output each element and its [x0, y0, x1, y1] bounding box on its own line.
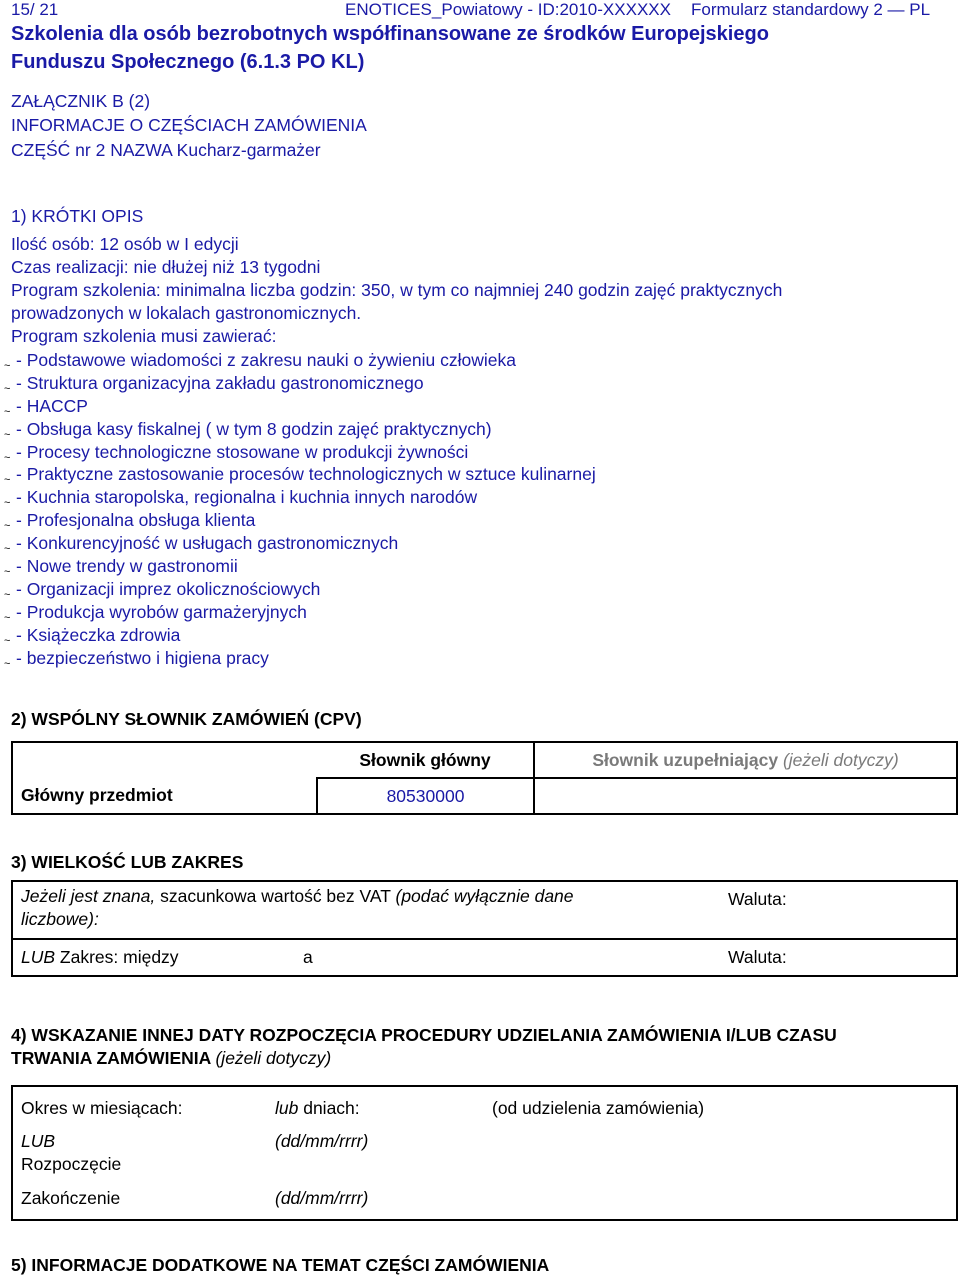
program-item-text: - Podstawowe wiadomości z zakresu nauki o żywieniu człowieka [16, 350, 516, 370]
program-item [4, 372, 946, 395]
section4-heading [11, 1024, 951, 1070]
duration-days-label: dniach: [298, 1098, 360, 1118]
annex-subtitle: INFORMACJE O CZĘŚCIACH ZAMÓWIENIA [11, 115, 367, 135]
form-type: Formularz standardowy 2 — PL [691, 0, 931, 19]
program-item [4, 463, 946, 487]
tick-mark: ~ [4, 474, 11, 487]
duration-start [21, 1130, 121, 1176]
program-item-text: - Nowe trendy w gastronomii [16, 556, 238, 577]
duration-start-format-text: (dd/mm/rrrr) [275, 1131, 369, 1151]
program-item-text: - Produkcja wyrobów garmażeryjnych [16, 601, 307, 622]
program-item-text: - Struktura organizacyjna zakładu gastronomicznego [16, 372, 424, 393]
program-item [4, 441, 946, 464]
program-item-text: - Profesjonalna obsługa klienta [16, 510, 256, 531]
cpv-main-header-text: Słownik główny [359, 749, 491, 770]
name-value: Kucharz-garmażer [176, 140, 321, 160]
section1-description [11, 233, 951, 348]
scope-numeric-note: (podać wyłącznie dane liczbowe): [21, 886, 574, 929]
tick-mark: ~ [4, 543, 11, 556]
desc-line-1: Ilość osób: 12 osób w I edycji [11, 234, 239, 254]
program-item [4, 532, 946, 556]
program-item-text: - HACCP [16, 395, 88, 416]
program-item-text: - Kuchnia staropolska, regionalna i kuchnia innych narodów [16, 487, 478, 508]
cpv-main-code: 80530000 [386, 785, 465, 806]
scope-known-label: Jeżeli jest znana, [21, 886, 156, 906]
cpv-main-code-cell [317, 778, 534, 814]
section4-heading-line-2-text: TRWANIA ZAMÓWIENIA [11, 1048, 211, 1068]
tick-mark: ~ [4, 382, 11, 395]
program-item [4, 509, 946, 533]
program-item-text: - bezpieczeństwo i higiena pracy [16, 647, 269, 668]
program-item [4, 418, 946, 441]
duration-end-format-text: (dd/mm/rrrr) [275, 1188, 369, 1208]
scope-or-label: LUB [21, 947, 56, 967]
duration-days [275, 1097, 360, 1120]
program-item [4, 395, 946, 418]
duration-months-label: Okres w miesiącach: [21, 1098, 183, 1118]
duration-from-award: (od udzielenia zamówienia) [492, 1098, 705, 1118]
program-item [4, 486, 946, 510]
section3-heading: 3) WIELKOŚĆ LUB ZAKRES [11, 852, 244, 872]
title-line-1: Szkolenia dla osób bezrobotnych współfinansowane ze środków Europejskiego [11, 23, 769, 45]
tick-mark: ~ [4, 566, 11, 579]
duration-end-format [275, 1187, 368, 1210]
section4-heading-note: (jeżeli dotyczy) [215, 1048, 332, 1068]
part-label: CZĘŚĆ nr [11, 140, 91, 160]
program-item-text: - Konkurencyjność w usługach gastronomicznych [16, 533, 399, 554]
scope-range-label: Zakres: między [55, 947, 179, 967]
section1-heading: 1) KRÓTKI OPIS [11, 206, 144, 226]
duration-or: lub [275, 1098, 299, 1118]
program-item [4, 555, 946, 579]
duration-end-label: Zakończenie [21, 1188, 121, 1208]
desc-line-2: Czas realizacji: nie dłużej niż 13 tygodni [11, 257, 321, 277]
cpv-empty-cell [12, 742, 317, 778]
scope-divider [11, 938, 958, 940]
duration-start-format [275, 1130, 368, 1153]
desc-line-4: prowadzonych w lokalach gastronomicznych. [11, 303, 362, 323]
desc-line-3: Program szkolenia: minimalna liczba godzin: 350, w tym co najmniej 240 godzin zajęć praktycznych [11, 280, 783, 300]
program-item-text: - Obsługa kasy fiskalnej ( w tym 8 godzin zajęć praktycznych) [16, 418, 492, 439]
tick-mark: ~ [4, 611, 11, 624]
duration-start-label: Rozpoczęcie [21, 1154, 122, 1174]
scope-value-label: szacunkowa wartość bez VAT [155, 886, 396, 906]
scope-row-2 [21, 946, 179, 969]
scope-range-and: a [303, 947, 313, 967]
program-item-text: - Książeczka zdrowia [16, 624, 181, 645]
tick-mark: ~ [4, 520, 11, 533]
tick-mark: ~ [4, 657, 11, 670]
cpv-supp-note: (jeżeli dotyczy) [782, 749, 899, 770]
program-item [4, 624, 946, 647]
scope-currency-2: Waluta: [728, 947, 787, 967]
section5-heading: 5) INFORMACJE DODATKOWE NA TEMAT CZĘŚCI ZAMÓWIENIA [11, 1255, 550, 1275]
document-title [11, 20, 941, 76]
tick-mark: ~ [4, 405, 11, 418]
cpv-supp-code-cell [534, 778, 957, 814]
part-number: 2 [95, 140, 106, 160]
program-item-list [4, 349, 946, 670]
cpv-row-label-text: Główny przedmiot [21, 785, 173, 805]
scope-row-1 [21, 885, 641, 931]
program-item-text: - Praktyczne zastosowanie procesów technologicznych w sztuce kulinarnej [16, 464, 596, 485]
annex-title: ZAŁĄCZNIK B (2) [11, 91, 151, 111]
scope-currency-1: Waluta: [728, 889, 787, 909]
program-item-text: - Procesy technologiczne stosowane w produkcji żywności [16, 441, 469, 462]
section2-heading: 2) WSPÓLNY SŁOWNIK ZAMÓWIEŃ (CPV) [11, 709, 362, 729]
cpv-row-label [12, 778, 317, 814]
title-line-2: Funduszu Społecznego (6.1.3 PO KL) [11, 51, 365, 73]
section4-heading-line-1: 4) WSKAZANIE INNEJ DATY ROZPOCZĘCIA PROCEDURY UDZIELANIA ZAMÓWIENIA I/LUB CZASU [11, 1025, 837, 1045]
part-line [11, 139, 367, 163]
program-item [4, 601, 946, 624]
program-item [4, 647, 946, 670]
cpv-table [11, 741, 958, 815]
section4-heading-line-2 [11, 1047, 951, 1070]
cpv-supp-header-text: Słownik uzupełniający [592, 749, 779, 770]
duration-lub: LUB [21, 1131, 56, 1151]
tick-mark: ~ [4, 497, 11, 510]
tick-mark: ~ [4, 428, 11, 441]
program-item-text: - Organizacji imprez okolicznościowych [16, 578, 321, 599]
program-item [4, 578, 946, 601]
name-label: NAZWA [110, 140, 172, 160]
annex-heading [11, 90, 367, 163]
page-number: 15/ 21 [11, 0, 59, 19]
tick-mark: ~ [4, 634, 11, 647]
program-item [4, 349, 946, 372]
page-header [11, 0, 960, 20]
tick-mark: ~ [4, 360, 11, 372]
tick-mark: ~ [4, 588, 11, 601]
tick-mark: ~ [4, 451, 11, 464]
desc-line-5: Program szkolenia musi zawierać: [11, 326, 277, 346]
cpv-supp-header [534, 742, 957, 778]
document-id: ENOTICES_Powiatowy - ID:2010-XXXXXX [345, 0, 671, 19]
program-items [4, 349, 946, 670]
cpv-main-header [317, 742, 534, 778]
